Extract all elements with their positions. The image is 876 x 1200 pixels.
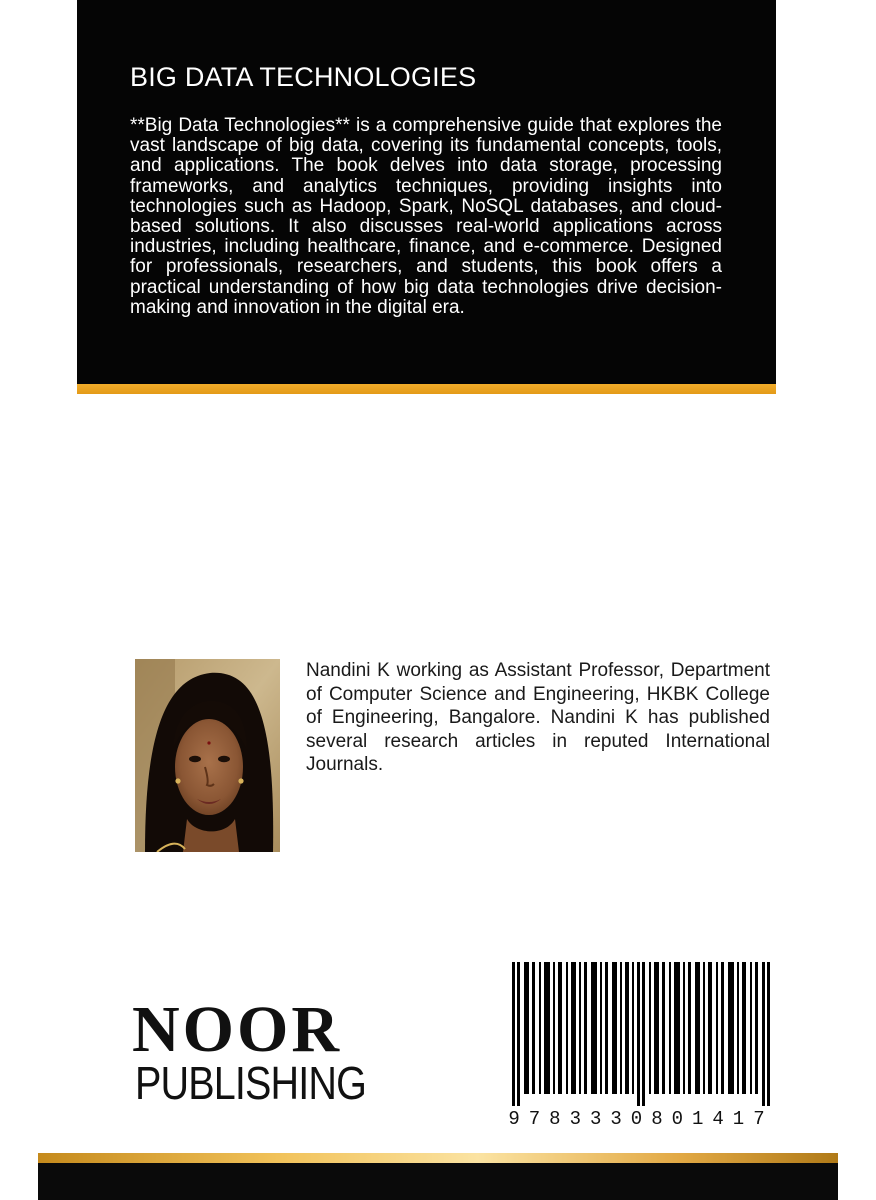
publisher-logo-publishing: PUBLISHING — [135, 1057, 367, 1109]
gold-divider-bottom — [38, 1153, 838, 1163]
bottom-panel — [38, 1163, 838, 1200]
author-bio: Nandini K working as Assistant Professor, Department of Computer Science and Engineering, HKBK College of Engineering, Bangalore. Nandini K has published several research articles in reputed International Journals. — [306, 660, 770, 775]
gold-divider-top — [77, 384, 776, 394]
publisher-logo — [132, 995, 377, 1120]
author-portrait-icon — [135, 659, 280, 852]
isbn-barcode — [504, 958, 778, 1131]
author-photo — [135, 659, 280, 852]
publisher-logo-noor: NOOR — [132, 993, 342, 1066]
barcode-icon — [512, 962, 770, 1106]
book-description: **Big Data Technologies** is a comprehensive guide that explores the vast landscape of big data, covering its fundamental concepts, tools, and applications. The book delves into data storage, processing frameworks, and analytics techniques, providing insights into technologies such as Hadoop, Spark, NoSQL databases, and cloud-based solutions. It also discusses real-world applications across industries, including healthcare, finance, and e-commerce. Designed for professionals, researchers, and students, this book offers a practical understanding of how big data technologies drive decision-making and innovation in the digital era. — [130, 115, 722, 318]
isbn-number: 9783330801417 — [508, 1108, 774, 1130]
book-title: BIG DATA TECHNOLOGIES — [130, 62, 477, 92]
